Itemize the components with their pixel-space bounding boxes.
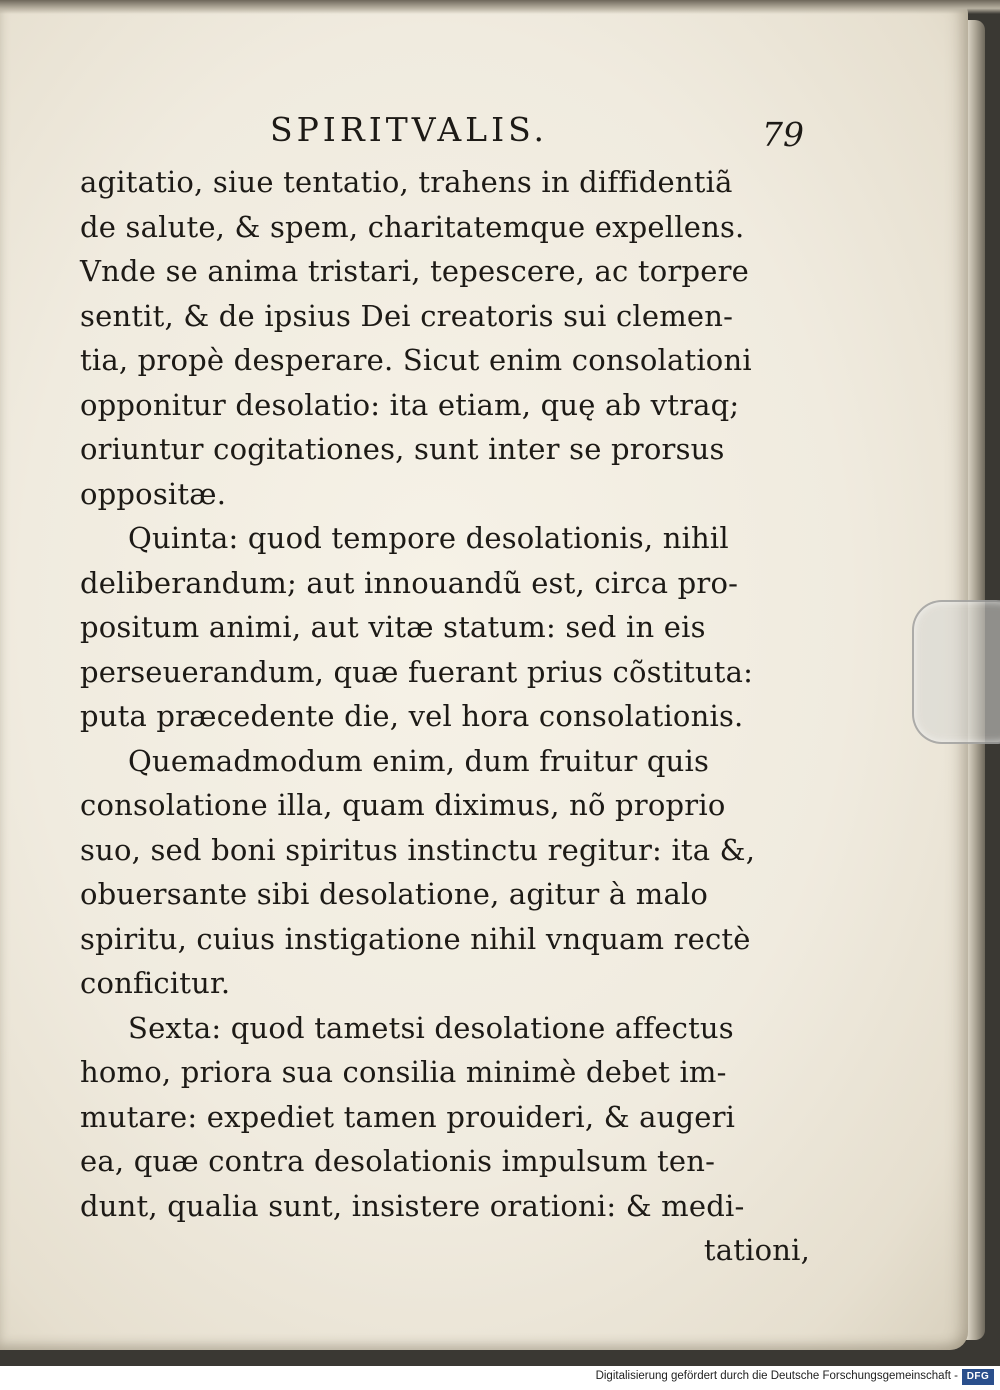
text-line: Quemadmodum enim, dum fruitur quis	[128, 743, 710, 778]
page-top-edge	[0, 0, 1000, 14]
text-line: perseuerandum, quæ fuerant prius cõstituta:	[80, 654, 754, 689]
page-number: 79	[762, 115, 804, 154]
text-line: Quinta: quod tempore desolationis, nihil	[128, 521, 729, 555]
text-line: opponitur desolatio: ita etiam, quę ab vtraq;	[80, 387, 740, 422]
footer-bar	[0, 1366, 1000, 1390]
text-line: oppositæ.	[80, 476, 227, 511]
dfg-logo: DFG	[962, 1369, 994, 1385]
text-line: homo, priora sua consilia minimè debet im-	[80, 1055, 727, 1089]
text-line: de salute, & spem, charitatemque expellens.	[80, 209, 745, 244]
text-line: positum animi, aut vitæ statum: sed in eis	[80, 610, 706, 644]
text-line: Sexta: quod tametsi desolatione affectus	[128, 1010, 734, 1045]
text-line: sentit, & de ipsius Dei creatoris sui clemen-	[80, 298, 734, 333]
funding-credit: Digitalisierung gefördert durch die Deutsche Forschungsgemeinschaft -	[595, 1370, 958, 1382]
text-line: suo, sed boni spiritus instinctu regitur: ita &,	[80, 832, 756, 867]
text-line: oriuntur cogitationes, sunt inter se prorsus	[80, 432, 725, 466]
text-line: spiritu, cuius instigatione nihil vnquam rectè	[80, 921, 751, 956]
text-line: Vnde se anima tristari, tepescere, ac torpere	[80, 254, 750, 288]
text-line: consolatione illa, quam diximus, nõ proprio	[80, 788, 726, 822]
body-text	[80, 160, 810, 1273]
text-line: agitatio, siue tentatio, trahens in diffidentiã	[80, 165, 733, 199]
text-line: mutare: expediet tamen prouideri, & augeri	[80, 1099, 736, 1134]
text-line: puta præcedente die, vel hora consolationis.	[80, 699, 744, 733]
text-line: conficitur.	[80, 966, 231, 1000]
text-line: tia, propè desperare. Sicut enim consolationi	[80, 343, 752, 377]
text-line: ea, quæ contra desolationis impulsum ten-	[80, 1144, 716, 1178]
bookmark-clip	[912, 600, 1000, 744]
catchword-line: tationi,	[703, 1233, 810, 1267]
running-head: SPIRITVALIS.	[270, 110, 549, 149]
text-line: obuersante sibi desolatione, agitur à malo	[80, 877, 709, 911]
text-line: dunt, qualia sunt, insistere orationi: & medi-	[80, 1188, 745, 1223]
text-line: deliberandum; aut innouandũ est, circa pro-	[80, 565, 739, 600]
